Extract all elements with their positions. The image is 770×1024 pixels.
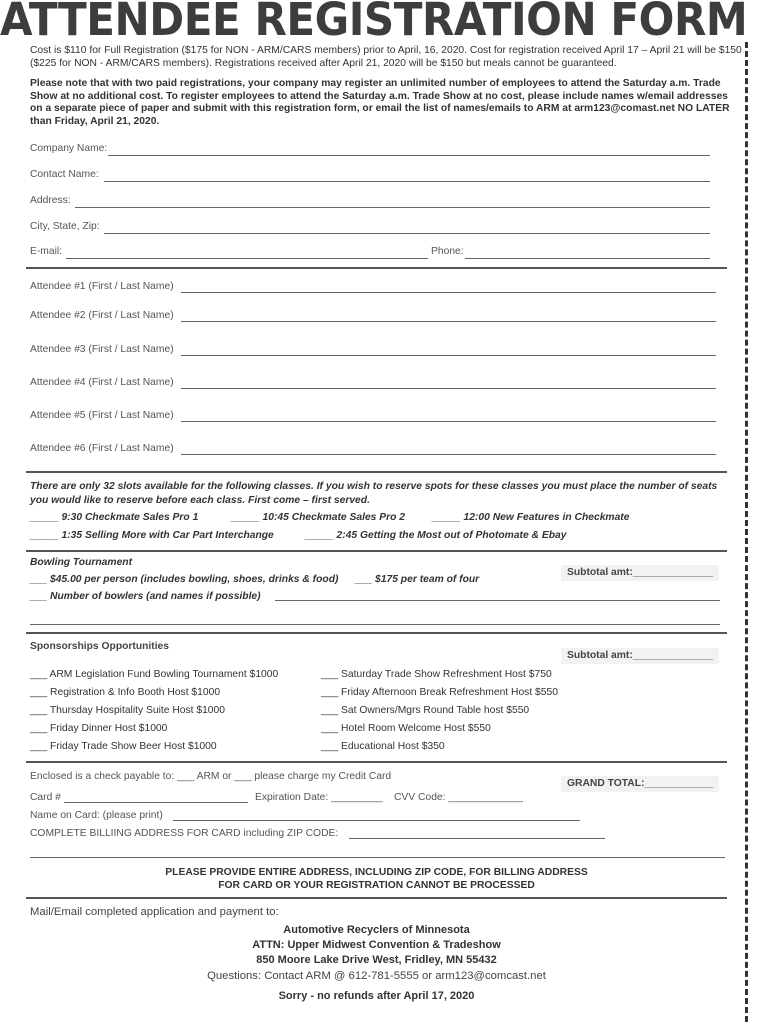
bowling-subtotal[interactable]: Subtotal amt:______________ <box>561 565 719 581</box>
cut-line <box>745 42 748 1022</box>
billing-notice-line-2: FOR CARD OR YOUR REGISTRATION CANNOT BE PROCESSED <box>218 880 535 891</box>
class-item[interactable]: _____ 12:00 New Features in Checkmate <box>432 512 630 523</box>
section-divider <box>26 632 727 634</box>
class-item[interactable]: _____ 9:30 Checkmate Sales Pro 1 <box>30 512 199 523</box>
refund-policy: Sorry - no refunds after April 17, 2020 <box>278 990 475 1002</box>
card-number-field[interactable] <box>64 802 248 803</box>
attendee-3-field[interactable] <box>181 355 716 356</box>
cvv-code[interactable]: CVV Code: _____________ <box>394 792 523 803</box>
classes-intro: There are only 32 slots available for the following classes. If you wish to reserve spots for these classes you must place the number of seats you would like to reserve before each class. First come – first served. <box>30 481 718 506</box>
sponsorship-item[interactable]: ___ Friday Afternoon Break Refreshment Host $550 <box>321 687 558 698</box>
phone-field[interactable] <box>465 258 710 259</box>
billing-notice-line-1: PLEASE PROVIDE ENTIRE ADDRESS, INCLUDING ZIP CODE, FOR BILLING ADDRESS <box>165 867 588 878</box>
sponsorship-item[interactable]: ___ Friday Dinner Host $1000 <box>30 723 168 734</box>
questions-contact: Questions: Contact ARM @ 612-781-5555 or arm123@comcast.net <box>207 970 546 982</box>
class-item[interactable]: _____ 1:35 Selling More with Car Part Interchange <box>30 530 274 541</box>
bowlers-field[interactable] <box>275 600 720 601</box>
class-item[interactable]: _____ 10:45 Checkmate Sales Pro 2 <box>231 512 406 523</box>
bowling-per-team[interactable]: ___ $175 per team of four <box>355 574 480 585</box>
attendee-4-label: Attendee #4 (First / Last Name) <box>30 377 174 388</box>
card-number-label: Card # <box>30 792 61 803</box>
name-on-card-label: Name on Card: (please print) <box>30 810 163 821</box>
attendee-5-label: Attendee #5 (First / Last Name) <box>30 410 174 421</box>
sponsorship-item[interactable]: ___ ARM Legislation Fund Bowling Tournament $1000 <box>30 669 279 680</box>
city-state-zip-field[interactable] <box>104 233 710 234</box>
section-divider <box>26 897 727 899</box>
email-label: E-mail: <box>30 246 63 257</box>
contact-name-label: Contact Name: <box>30 169 99 180</box>
section-divider <box>26 267 727 269</box>
bowling-bowlers[interactable]: ___ Number of bowlers (and names if possible) <box>30 591 261 602</box>
company-name-field[interactable] <box>108 155 710 156</box>
mail-intro: Mail/Email completed application and payment to: <box>30 906 279 918</box>
attendee-2-field[interactable] <box>181 321 716 322</box>
billing-address-field[interactable] <box>349 838 605 839</box>
org-name: Automotive Recyclers of Minnesota <box>283 924 470 936</box>
cost-text: Cost is $110 for Full Registration ($175 for NON - ARM/CARS members) prior to April, 16, 2020. Cost for registration received April 17 – April 21 will be $150 ($225 for NON - ARM/CARS members). Registrations received after April 21, 2020 will be $150 but meals cannot be guaranteed. <box>30 45 742 69</box>
attendee-6-label: Attendee #6 (First / Last Name) <box>30 443 174 454</box>
grand-total[interactable]: GRAND TOTAL:____________ <box>561 776 719 792</box>
sponsorship-item[interactable]: ___ Sat Owners/Mgrs Round Table host $550 <box>321 705 530 716</box>
note-text: Please note that with two paid registrations, your company may register an unlimited number of employees to attend the Saturday a.m. Trade Show at no additional cost. To register employees to attend the Saturday a.m. Trade Show at no cost, please include names w/email addresses on a separate piece of paper and submit with this registration form, or email the list of names/emails to ARM at arm123@comast.net NO LATER than Friday, April 21, 2020. <box>30 78 730 127</box>
sponsorship-item[interactable]: ___ Hotel Room Welcome Host $550 <box>321 723 491 734</box>
attendee-5-field[interactable] <box>181 421 716 422</box>
billing-address-label: COMPLETE BILLIING ADDRESS FOR CARD including ZIP CODE: <box>30 828 339 839</box>
bowling-heading: Bowling Tournament <box>30 557 133 568</box>
section-divider <box>26 550 727 552</box>
section-divider <box>26 471 727 473</box>
payment-method[interactable]: Enclosed is a check payable to: ___ ARM or ___ please charge my Credit Card <box>30 771 392 782</box>
email-field[interactable] <box>66 258 428 259</box>
name-on-card-field[interactable] <box>173 820 580 821</box>
sponsorship-subtotal[interactable]: Subtotal amt:______________ <box>561 648 719 664</box>
address-label: Address: <box>30 195 71 206</box>
address-field[interactable] <box>75 207 710 208</box>
attendee-1-label: Attendee #1 (First / Last Name) <box>30 281 174 292</box>
expiration-date[interactable]: Expiration Date: _________ <box>255 792 383 803</box>
billing-address-field-2[interactable] <box>30 857 725 858</box>
attendee-6-field[interactable] <box>181 454 716 455</box>
attendee-1-field[interactable] <box>181 292 716 293</box>
bowling-per-person[interactable]: ___ $45.00 per person (includes bowling, shoes, drinks & food) <box>30 574 339 585</box>
attn-line: ATTN: Upper Midwest Convention & Tradeshow <box>252 939 501 951</box>
attendee-3-label: Attendee #3 (First / Last Name) <box>30 344 174 355</box>
class-item[interactable]: _____ 2:45 Getting the Most out of Photomate & Ebay <box>305 530 567 541</box>
street-address: 850 Moore Lake Drive West, Fridley, MN 55432 <box>256 954 497 966</box>
sponsorship-item[interactable]: ___ Thursday Hospitality Suite Host $1000 <box>30 705 225 716</box>
sponsorships-heading: Sponsorships Opportunities <box>30 641 170 652</box>
sponsorship-item[interactable]: ___ Saturday Trade Show Refreshment Host $750 <box>321 669 552 680</box>
contact-name-field[interactable] <box>104 181 710 182</box>
bowlers-field-2[interactable] <box>30 624 720 625</box>
attendee-2-label: Attendee #2 (First / Last Name) <box>30 310 174 321</box>
company-name-label: Company Name: <box>30 143 108 154</box>
city-state-zip-label: City, State, Zip: <box>30 221 100 232</box>
phone-label: Phone: <box>431 246 464 257</box>
section-divider <box>26 761 727 763</box>
sponsorship-item[interactable]: ___ Friday Trade Show Beer Host $1000 <box>30 741 217 752</box>
attendee-4-field[interactable] <box>181 388 716 389</box>
sponsorship-item[interactable]: ___ Registration & Info Booth Host $1000 <box>30 687 221 698</box>
form-title: ATTENDEE REGISTRATION FORM <box>0 0 748 46</box>
sponsorship-item[interactable]: ___ Educational Host $350 <box>321 741 445 752</box>
